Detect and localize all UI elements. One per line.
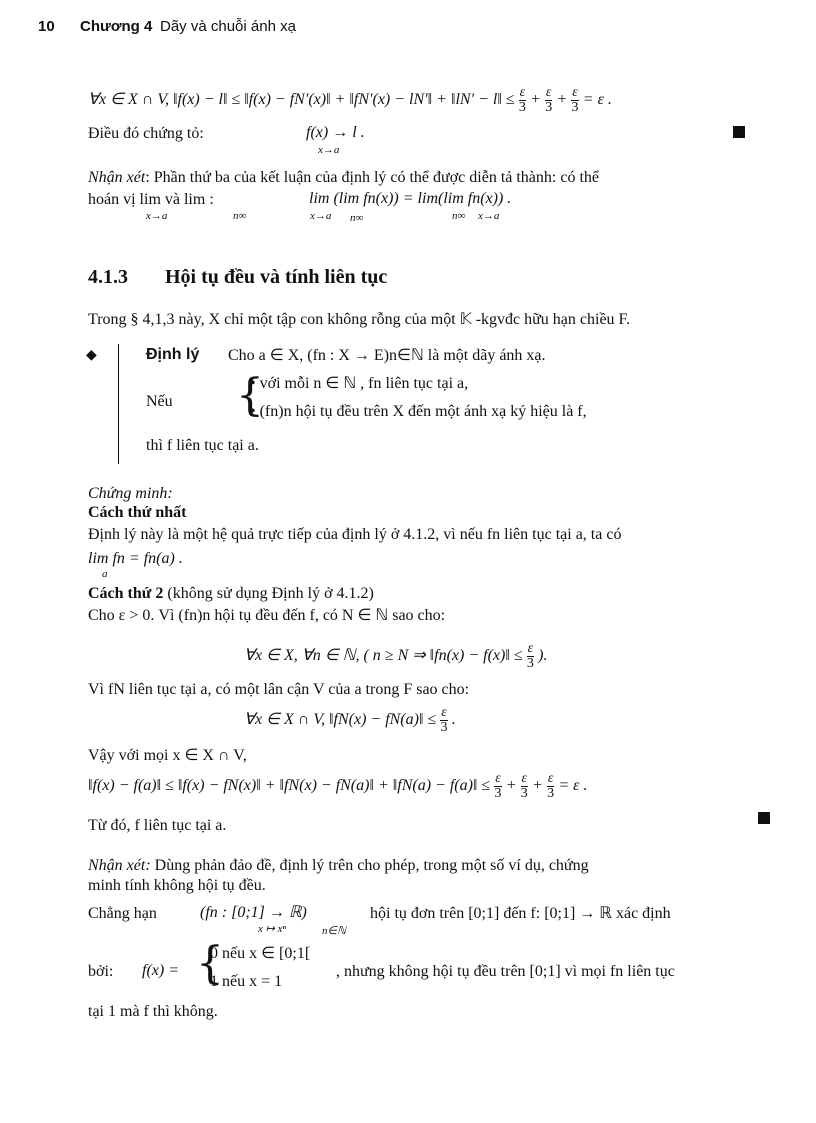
chapter-label: Chương 4 xyxy=(80,18,153,35)
formula-subscript-3: n∞ xyxy=(452,210,466,222)
section-title: Hội tụ đều và tính liên tục xyxy=(165,266,388,288)
by-label: bởi: xyxy=(88,963,114,980)
limit-swap-formula: lim (lim fn(x)) = lim(lim fn(x)) . xyxy=(309,190,512,207)
proof-label: Chứng minh: xyxy=(88,485,173,502)
brace-icon: { xyxy=(236,370,264,421)
way2-formula3: ‖f(x) − f(a)‖ ≤ ‖f(x) − fN(x)‖ + ‖fN(x) − fN(a)‖ + ‖fN(a) − f(a)‖ ≤ $\frac{\varepsilon}{3}$ + $\frac{\varepsilon}{3}$ + $\frac{\varepsilon}{3}$ = ε . xyxy=(88,771,588,801)
condition-1: • với mỗi n ∈ ℕ , fn liên tục tại a, xyxy=(250,375,469,392)
condition-2: • (fn)n hội tụ đều trên X đến một ánh xạ ký hiệu là f, xyxy=(250,403,587,420)
conclusion-label: Điều đó chứng tỏ: xyxy=(88,125,204,142)
example-index: n∈ℕ xyxy=(322,925,346,937)
way2-line3: Vậy với mọi x ∈ X ∩ V, xyxy=(88,747,247,764)
example-sequence: (fn : [0;1] → ℝ) xyxy=(200,904,307,921)
theorem-conclusion: thì f liên tục tại a. xyxy=(146,437,259,454)
remark-2-line2: minh tính không hội tụ đều. xyxy=(88,877,266,894)
chapter-title: Dãy và chuỗi ánh xạ xyxy=(160,18,296,35)
remark-2: Nhận xét: Dùng phản đảo đề, định lý trên cho phép, trong một số ví dụ, chứng xyxy=(88,857,589,874)
way2-heading: Cách thứ 2 (không sử dụng Định lý ở 4.1.2) xyxy=(88,585,374,602)
way2-line1: Cho ε > 0. Vì (fn)n hội tụ đều đến f, có N ∈ ℕ sao cho: xyxy=(88,607,446,624)
qed-mark xyxy=(733,126,745,138)
way2-formula1: ∀x ∈ X, ∀n ∈ ℕ, ( n ≥ N ⇒ ‖fn(x) − f(x)‖ ≤ $\frac{\varepsilon}{3}$ ). xyxy=(244,641,548,671)
section-number: 4.1.3 xyxy=(88,266,128,288)
example-after: , nhưng không hội tụ đều trên [0;1] vì mọi fn liên tục xyxy=(336,963,675,980)
page-number: 10 xyxy=(38,18,55,35)
if-label: Nếu xyxy=(146,393,173,410)
conclusion-formula: f(x) → l . xyxy=(306,124,365,141)
conclusion-subscript: x→a xyxy=(318,144,340,156)
formula-subscript-4: x→a xyxy=(478,210,500,222)
way1-subscript: a xyxy=(102,568,108,580)
inequality-line: ∀x ∈ X ∩ V, ‖f(x) − l‖ ≤ ‖f(x) − fN′(x)‖ + ‖fN′(x) − lN′‖ + ‖lN′ − l‖ ≤ $\frac{\varepsilon}{3}$ + $\frac{\varepsilon}{3}$ + $\frac{\varepsilon}{3}$ = ε . xyxy=(88,85,612,115)
way1-title: Cách thứ nhất xyxy=(88,504,187,521)
brace-icon-2: { xyxy=(196,938,224,989)
section-intro: Trong § 4,1,3 này, X chỉ một tập con không rỗng của một 𝕂 -kgvđc hữu hạn chiều F. xyxy=(88,311,631,328)
diamond-bullet-icon: ◆ xyxy=(86,347,97,363)
case-2: 1 nếu x = 1 xyxy=(210,973,283,990)
theorem-rule xyxy=(118,344,119,464)
lim-subscript-n: n∞ xyxy=(233,210,247,222)
example-end: tại 1 mà f thì không. xyxy=(88,1003,218,1020)
remark-1: Nhận xét: Phần thứ ba của kết luận của định lý có thể được diễn tả thành: có thể xyxy=(88,169,599,186)
lim-subscript-xa: x→a xyxy=(146,210,168,222)
formula-subscript-2: n∞ xyxy=(350,212,364,224)
theorem-line1: Cho a ∈ X, (fn : X → E)n∈ℕ là một dãy ánh xạ. xyxy=(228,347,546,364)
way2-line2: Vì fN liên tục tại a, có một lân cận V của a trong F sao cho: xyxy=(88,681,470,698)
way2-conclusion: Từ đó, f liên tục tại a. xyxy=(88,817,227,834)
f-definition: f(x) = xyxy=(142,962,179,979)
theorem-label: Định lý xyxy=(146,346,200,363)
example-middle: hội tụ đơn trên [0;1] đến f: [0;1] → ℝ xác định xyxy=(370,905,671,922)
way1-formula: lim fn = fn(a) . xyxy=(88,550,183,567)
example-map: x ↦ xⁿ xyxy=(258,923,286,935)
way1-text: Định lý này là một hệ quả trực tiếp của định lý ở 4.1.2, vì nếu fn liên tục tại a, ta có xyxy=(88,526,622,543)
qed-mark-2 xyxy=(758,812,770,824)
remark-1-line2: hoán vị lim và lim : xyxy=(88,191,214,208)
case-1: 0 nếu x ∈ [0;1[ xyxy=(210,945,311,962)
formula-subscript-1: x→a xyxy=(310,210,332,222)
way2-formula2: ∀x ∈ X ∩ V, ‖fN(x) − fN(a)‖ ≤ $\frac{\varepsilon}{3}$ . xyxy=(244,705,456,735)
example-start: Chẳng hạn xyxy=(88,905,157,922)
